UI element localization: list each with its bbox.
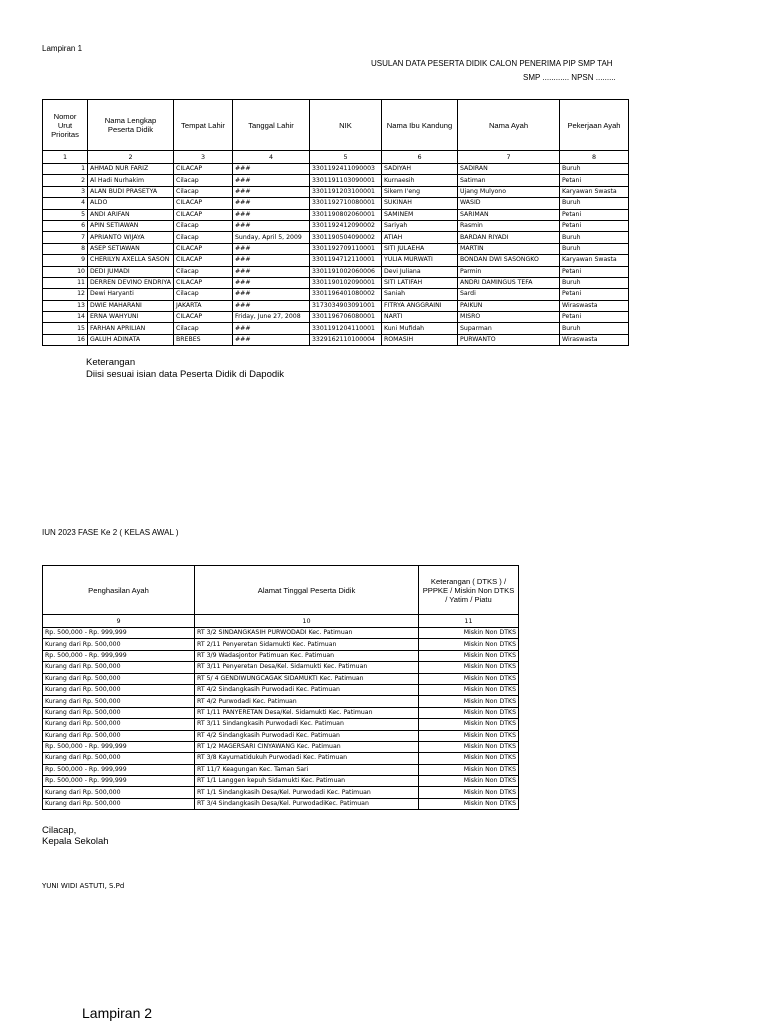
table-cell: 3301190504090002 [310, 232, 382, 243]
table-cell: Kurang dari Rp. 500,000 [43, 696, 195, 707]
table-cell: Kurang dari Rp. 500,000 [43, 730, 195, 741]
table-cell: Satiman [458, 175, 560, 186]
table-cell: 3301190102090001 [310, 277, 382, 288]
table-cell: 3301196401080002 [310, 289, 382, 300]
table-cell: 3301191204110001 [310, 323, 382, 334]
table-cell: RT 3/2 SINDANGKASIH PURWODADI Kec. Patimuan [195, 628, 419, 639]
table-cell: Petani [560, 220, 629, 231]
table-row [43, 650, 519, 661]
table-row [43, 198, 629, 209]
table-cell: 3301192411090003 [310, 164, 382, 175]
table-cell: DERREN DEVINO ENDRIYA [88, 277, 174, 288]
table-cell: Petani [560, 266, 629, 277]
table-cell: CILACAP [174, 243, 233, 254]
table-cell: ### [233, 175, 310, 186]
table-row [43, 628, 519, 639]
table-cell: ATIAH [382, 232, 458, 243]
table-row [43, 741, 519, 752]
table-cell: RT 3/11 Sindangkasih Purwodadi Kec. Patimuan [195, 719, 419, 730]
table-cell: RT 2/11 Penyeretan Sidamukti Kec. Patimuan [195, 639, 419, 650]
column-number: 10 [195, 615, 419, 628]
column-number: 2 [88, 151, 174, 164]
table-row [43, 684, 519, 695]
column-header: Nama Lengkap Peserta Didik [88, 100, 174, 151]
table-cell: Al Hadi Nurhakim [88, 175, 174, 186]
lampiran-2-label: Lampiran 2 [82, 1005, 153, 1021]
table-cell: Miskin Non DTKS [419, 787, 519, 798]
table-row [43, 277, 629, 288]
column-number: 11 [419, 615, 519, 628]
table-cell: APRIANTO WIJAYA [88, 232, 174, 243]
table-cell: Miskin Non DTKS [419, 730, 519, 741]
table-row [43, 289, 629, 300]
table-cell: ### [233, 255, 310, 266]
table-cell: Buruh [560, 164, 629, 175]
table-cell: Cilacap [174, 175, 233, 186]
table-cell: 11 [43, 277, 88, 288]
table-cell: Buruh [560, 198, 629, 209]
table-cell: 16 [43, 334, 88, 345]
table-cell: Kurang dari Rp. 500,000 [43, 753, 195, 764]
column-header: Nama Ibu Kandung [382, 100, 458, 151]
table-cell: Buruh [560, 232, 629, 243]
table-cell: BREBES [174, 334, 233, 345]
table-cell: Miskin Non DTKS [419, 696, 519, 707]
table-cell: RT 5/ 4 GENDIWUNGCAGAK SIDAMUKTI Kec. Patimuan [195, 673, 419, 684]
table-cell: SUKINAH [382, 198, 458, 209]
column-number: 7 [458, 151, 560, 164]
table-cell: 3301192412090002 [310, 220, 382, 231]
table-cell: 3301191203100001 [310, 186, 382, 197]
column-header: Tanggal Lahir [233, 100, 310, 151]
table-cell: RT 4/2 Sindangkasih Purwodadi Kec. Patimuan [195, 730, 419, 741]
table-cell: 14 [43, 312, 88, 323]
table-cell: ROMASIH [382, 334, 458, 345]
table-cell: Kurang dari Rp. 500,000 [43, 684, 195, 695]
table-cell: BONDAN DWI SASONGKO [458, 255, 560, 266]
table-row [43, 312, 629, 323]
table-row [43, 639, 519, 650]
table-cell: Petani [560, 209, 629, 220]
column-number: 9 [43, 615, 195, 628]
table-cell: Kurang dari Rp. 500,000 [43, 639, 195, 650]
table-cell: RT 1/1 Langgen kepuh Sidamukti Kec. Patimuan [195, 776, 419, 787]
table-cell: Miskin Non DTKS [419, 650, 519, 661]
table-cell: Rp. 500,000 - Rp. 999,999 [43, 628, 195, 639]
title-continuation: IUN 2023 FASE Ke 2 ( KELAS AWAL ) [42, 528, 179, 537]
table-cell: ### [233, 220, 310, 231]
table-cell: SADIYAH [382, 164, 458, 175]
column-header: Nomor Urut Prioritas [43, 100, 88, 151]
column-header: Alamat Tinggal Peserta Didik [195, 566, 419, 615]
table-cell: 3301191103090001 [310, 175, 382, 186]
table-cell: Kurnaesih [382, 175, 458, 186]
table-row [43, 164, 629, 175]
table-cell: CILACAP [174, 198, 233, 209]
table-cell: Dewi Haryanti [88, 289, 174, 300]
column-number: 5 [310, 151, 382, 164]
table-cell: RT 3/9 Wadasjontor Patimuan Kec. Patimuan [195, 650, 419, 661]
table-cell: 3301191002060006 [310, 266, 382, 277]
table-cell: Rp. 500,000 - Rp. 999,999 [43, 764, 195, 775]
table-cell: 3329162110100004 [310, 334, 382, 345]
table-row [43, 798, 519, 809]
table-cell: Miskin Non DTKS [419, 707, 519, 718]
table-cell: CILACAP [174, 209, 233, 220]
table-row [43, 719, 519, 730]
column-header: NIK [310, 100, 382, 151]
table-row [43, 300, 629, 311]
table-cell: Kurang dari Rp. 500,000 [43, 719, 195, 730]
table-cell: 15 [43, 323, 88, 334]
table-row [43, 266, 629, 277]
table-cell: Cilacap [174, 220, 233, 231]
column-number-row [43, 615, 519, 628]
table-row [43, 186, 629, 197]
table-cell: MARTIN [458, 243, 560, 254]
table-cell: ### [233, 277, 310, 288]
income-address-table [42, 565, 519, 810]
table-cell: 13 [43, 300, 88, 311]
table-cell: APIN SETIAWAN [88, 220, 174, 231]
table-cell: MISRO [458, 312, 560, 323]
school-info: SMP ............ NPSN ......... [523, 73, 616, 82]
table-cell: Ujang Mulyono [458, 186, 560, 197]
table-cell: Rp. 500,000 - Rp. 999,999 [43, 776, 195, 787]
table-cell: Rp. 500,000 - Rp. 999,999 [43, 650, 195, 661]
table-row [43, 764, 519, 775]
table-cell: ASEP SETIAWAN [88, 243, 174, 254]
table-row [43, 323, 629, 334]
table-cell: GALUH ADINATA [88, 334, 174, 345]
table-cell: Rp. 500,000 - Rp. 999,999 [43, 741, 195, 752]
table-cell: CILACAP [174, 277, 233, 288]
table-cell: 3173034903091001 [310, 300, 382, 311]
table-cell: Buruh [560, 277, 629, 288]
table-cell: Karyawan Swasta [560, 255, 629, 266]
table-cell: Miskin Non DTKS [419, 639, 519, 650]
table-cell: Petani [560, 289, 629, 300]
table-row [43, 232, 629, 243]
table-cell: 3301196706080001 [310, 312, 382, 323]
table-cell: Miskin Non DTKS [419, 684, 519, 695]
table-cell: Miskin Non DTKS [419, 776, 519, 787]
table-cell: Buruh [560, 323, 629, 334]
table-cell: Miskin Non DTKS [419, 764, 519, 775]
column-number: 1 [43, 151, 88, 164]
table-cell: 6 [43, 220, 88, 231]
table-cell: Miskin Non DTKS [419, 673, 519, 684]
table-cell: Cilacap [174, 289, 233, 300]
signature-role: Kepala Sekolah [42, 836, 109, 847]
table-cell: ### [233, 164, 310, 175]
table-cell: CILACAP [174, 312, 233, 323]
table-row [43, 696, 519, 707]
table-cell: JAKARTA [174, 300, 233, 311]
table-cell: Miskin Non DTKS [419, 741, 519, 752]
header-row [43, 566, 519, 615]
table-cell: Miskin Non DTKS [419, 662, 519, 673]
document-title: USULAN DATA PESERTA DIDIK CALON PENERIMA PIP SMP TAH [371, 59, 613, 68]
table-row [43, 220, 629, 231]
table-row [43, 776, 519, 787]
table-cell: SARIMAN [458, 209, 560, 220]
signer-name: YUNI WIDI ASTUTI, S.Pd [42, 882, 125, 890]
column-header: Pekerjaan Ayah [560, 100, 629, 151]
table-cell: 4 [43, 198, 88, 209]
table-cell: Cilacap [174, 266, 233, 277]
table-cell: FITRYA ANGGRAINI [382, 300, 458, 311]
table-cell: 3301190802060001 [310, 209, 382, 220]
table-cell: Wiraswasta [560, 334, 629, 345]
table-cell: ### [233, 198, 310, 209]
signature-place: Cilacap, [42, 825, 77, 836]
table-cell: Kuni Mufidah [382, 323, 458, 334]
table-cell: SITI LATIFAH [382, 277, 458, 288]
table-row [43, 753, 519, 764]
table-row [43, 175, 629, 186]
table-cell: 2 [43, 175, 88, 186]
table-cell: PURWANTO [458, 334, 560, 345]
table-cell: Petani [560, 312, 629, 323]
table-cell: Miskin Non DTKS [419, 628, 519, 639]
header-row [43, 100, 629, 151]
table-cell: Wiraswasta [560, 300, 629, 311]
column-number-row [43, 151, 629, 164]
table-cell: RT 3/8 Kayumatidukuh Purwodadi Kec. Patimuan [195, 753, 419, 764]
table-cell: ERNA WAHYUNI [88, 312, 174, 323]
table-cell: RT 3/11 Penyeretan Desa/Kel. Sidamukti Kec. Patimuan [195, 662, 419, 673]
table-row [43, 334, 629, 345]
column-header: Tempat Lahir [174, 100, 233, 151]
table-cell: Miskin Non DTKS [419, 798, 519, 809]
table-cell: ### [233, 209, 310, 220]
table-cell: Sikem I'eng [382, 186, 458, 197]
column-number: 6 [382, 151, 458, 164]
table-cell: ### [233, 300, 310, 311]
table-cell: Miskin Non DTKS [419, 753, 519, 764]
table-cell: ALAN BUDI PRASETYA [88, 186, 174, 197]
table-cell: Kurang dari Rp. 500,000 [43, 787, 195, 798]
table-cell: 9 [43, 255, 88, 266]
column-number: 8 [560, 151, 629, 164]
table-row [43, 243, 629, 254]
table-cell: PAIKUN [458, 300, 560, 311]
table-cell: RT 1/2 MAGERSARI CINYAWANG Kec. Patimuan [195, 741, 419, 752]
table-cell: SITI JULAEHA [382, 243, 458, 254]
table-cell: ANDI ARIFAN [88, 209, 174, 220]
table-cell: Buruh [560, 243, 629, 254]
table-row [43, 730, 519, 741]
table-cell: RT 3/4 Sindangkasih Desa/Kel. PurwodadiKec. Patimuan [195, 798, 419, 809]
table-cell: 3 [43, 186, 88, 197]
table-cell: RT 1/1 Sindangkasih Desa/Kel. Purwodadi Kec. Patimuan [195, 787, 419, 798]
table-cell: Cilacap [174, 323, 233, 334]
keterangan-text: Diisi sesuai isian data Peserta Didik di Dapodik [86, 369, 285, 380]
table-cell: CILACAP [174, 164, 233, 175]
table-cell: Kurang dari Rp. 500,000 [43, 798, 195, 809]
table-cell: Miskin Non DTKS [419, 719, 519, 730]
column-header: Nama Ayah [458, 100, 560, 151]
table-cell: Suparman [458, 323, 560, 334]
table-cell: Kurang dari Rp. 500,000 [43, 673, 195, 684]
column-number: 3 [174, 151, 233, 164]
table-row [43, 662, 519, 673]
table-cell: ### [233, 289, 310, 300]
table-cell: BARDAN RIYADI [458, 232, 560, 243]
column-header: Keterangan ( DTKS ) / PPPKE / Miskin Non DTKS / Yatim / Piatu [419, 566, 519, 615]
table-cell: 8 [43, 243, 88, 254]
table-cell: ### [233, 334, 310, 345]
table-cell: Sardi [458, 289, 560, 300]
table-cell: Rasmin [458, 220, 560, 231]
table-cell: 3301192709110001 [310, 243, 382, 254]
table-cell: ### [233, 186, 310, 197]
table-cell: Kurang dari Rp. 500,000 [43, 662, 195, 673]
table-cell: Friday, June 27, 2008 [233, 312, 310, 323]
table-cell: 3301192710080001 [310, 198, 382, 209]
table-cell: DEDI JUMADI [88, 266, 174, 277]
table-cell: NARTI [382, 312, 458, 323]
table-row [43, 209, 629, 220]
table-cell: Saniah [382, 289, 458, 300]
table-row [43, 255, 629, 266]
table-cell: Karyawan Swasta [560, 186, 629, 197]
table-cell: 12 [43, 289, 88, 300]
table-cell: CHERILYN AXELLA SASON [88, 255, 174, 266]
table-cell: Devi Juliana [382, 266, 458, 277]
table-cell: DWIE MAHARANI [88, 300, 174, 311]
table-cell: Petani [560, 175, 629, 186]
table-cell: Cilacap [174, 186, 233, 197]
table-cell: WASID [458, 198, 560, 209]
table-row [43, 707, 519, 718]
table-cell: Parmin [458, 266, 560, 277]
table-cell: 7 [43, 232, 88, 243]
table-cell: AHMAD NUR FARIZ [88, 164, 174, 175]
table-cell: ### [233, 266, 310, 277]
table-cell: ### [233, 243, 310, 254]
table-cell: Cilacap [174, 232, 233, 243]
table-cell: RT 4/2 Purwodadi Kec. Patimuan [195, 696, 419, 707]
table-cell: 5 [43, 209, 88, 220]
keterangan-label: Keterangan [86, 357, 136, 368]
table-cell: FARHAN APRILIAN [88, 323, 174, 334]
student-table [42, 99, 629, 346]
table-cell: CILACAP [174, 255, 233, 266]
table-cell: SAMINEM [382, 209, 458, 220]
table-cell: RT 11/7 Keagungan Kec. Taman Sari [195, 764, 419, 775]
table-cell: 10 [43, 266, 88, 277]
table-cell: 3301194712110001 [310, 255, 382, 266]
column-header: Penghasilan Ayah [43, 566, 195, 615]
table-cell: YULIA MURWATI [382, 255, 458, 266]
table-cell: SADIRAN [458, 164, 560, 175]
table-cell: RT 4/2 Sindangkasih Purwodadi Kec. Patimuan [195, 684, 419, 695]
table-row [43, 787, 519, 798]
table-cell: ### [233, 323, 310, 334]
table-row [43, 673, 519, 684]
table-cell: 1 [43, 164, 88, 175]
table-cell: Sariyah [382, 220, 458, 231]
table-cell: ALDO [88, 198, 174, 209]
column-number: 4 [233, 151, 310, 164]
table-cell: ANDRI DAMINGUS TEFA [458, 277, 560, 288]
lampiran-label: Lampiran 1 [42, 44, 83, 53]
table-cell: Sunday, April 5, 2009 [233, 232, 310, 243]
table-cell: RT 1/11 PANYERETAN Desa/Kel. Sidamukti Kec. Patimuan [195, 707, 419, 718]
table-cell: Kurang dari Rp. 500,000 [43, 707, 195, 718]
